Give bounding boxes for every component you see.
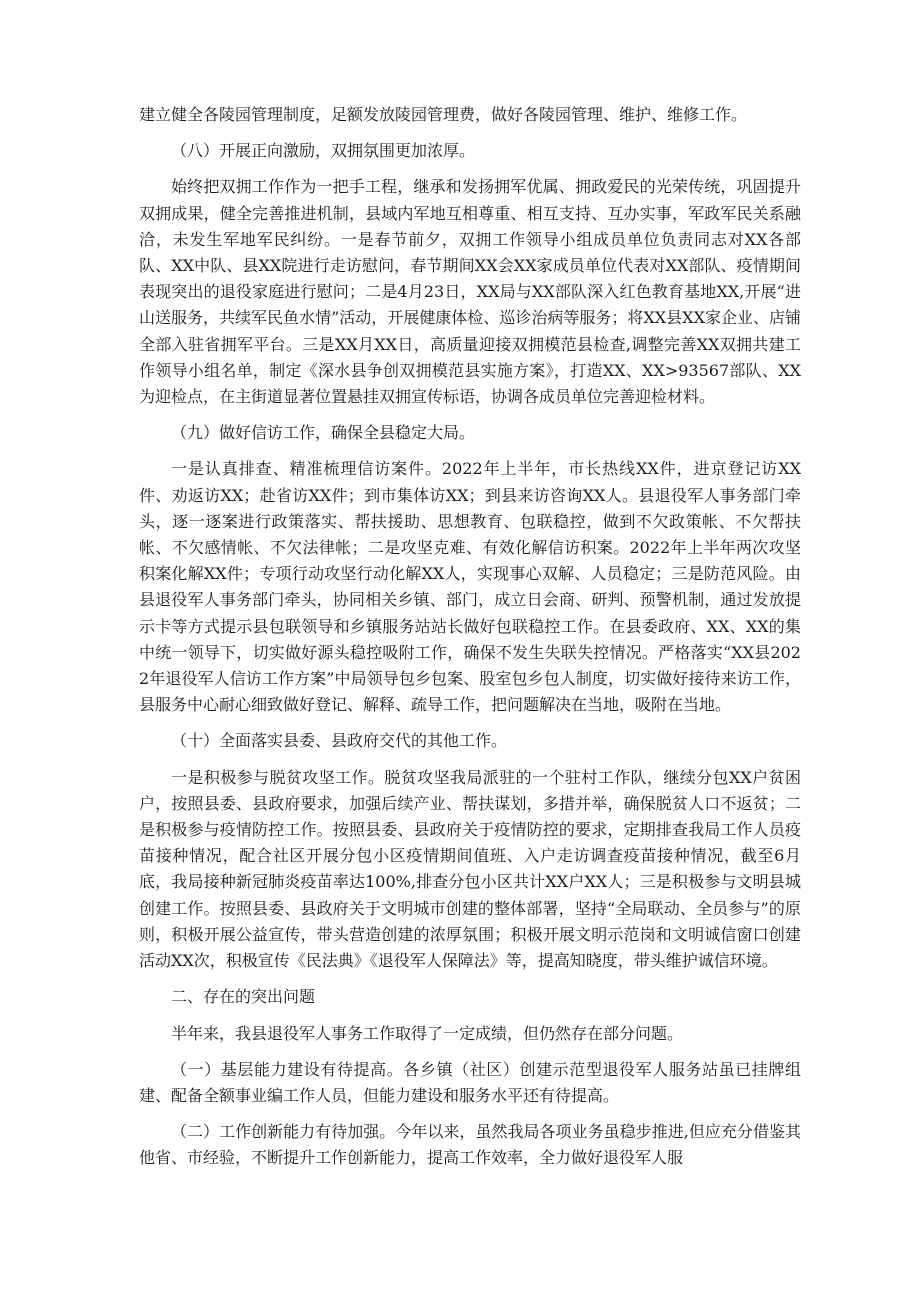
section-heading-8: （八）开展正向激励，双拥氛围更加浓厚。 xyxy=(171,141,476,161)
document-page xyxy=(139,102,801,1182)
problem-item-1: （一）基层能力建设有待提高。各乡镇（社区）创建示范型退役军人服务站虽已挂牌组建、配备全额事业编工作人员，但能力建设和服务水平还有待提高。 xyxy=(139,1059,801,1105)
section-heading-problems: 二、存在的突出问题 xyxy=(171,987,316,1007)
paragraph-problems-intro: 半年来，我县退役军人事务工作取得了一定成绩，但仍然存在部分问题。 xyxy=(171,1023,684,1043)
paragraph-other-work: 一是积极参与脱贫攻坚工作。脱贫攻坚我局派驻的一个驻村工作队，继续分包XX户贫困户，按照县委、县政府要求，加强后续产业、帮扶谋划，多措并举，确保脱贫人口不返贫；二是积极参与疫情防控工作。按照县委、县政府关于疫情防控的要求，定期排查我局工作人员疫苗接种情况，配合社区开展分包小区疫情期间值班、入户走访调查疫苗接种情况，截至6月底，我局接种新冠肺炎疫苗率达100%,排查分包小区共计XX户XX人；三是积极参与文明县城创建工作。按照县委、县政府关于文明城市创建的整体部署，坚持“全局联动、全员参与”的原则，积极开展公益宣传，带头营造创建的浓厚氛围；积极开展文明示范岗和文明诚信窗口创建活动XX次，积极宣传《民法典》《退役军人保障法》等，提高知晓度，带头维护诚信环境。 xyxy=(139,767,801,971)
paragraph-petition-work: 一是认真排查、精准梳理信访案件。2022年上半年，市长热线XX件，进京登记访XX件、劝返访XX；赴省访XX件；到市集体访XX；到县来访咨询XX人。县退役军人事务部门牵头，逐一逐案进行政策落实、帮扶援助、思想教育、包联稳控，做到不欠政策帐、不欠帮扶帐、不欠感情帐、不欠法律帐；二是攻坚克难、有效化解信访积案。2022年上半年两次攻坚积案化解XX件；专项行动攻坚行动化解XX人，实现事心双解、人员稳定；三是防范风险。由县退役军人事务部门牵头，协同相关乡镇、部门，成立日会商、研判、预警机制，通过发放提示卡等方式提示县包联领导和乡镇服务站站长做好包联稳控工作。在县委政府、XX、XX的集中统一领导下，切实做好源头稳控吸附工作，确保不发生失联失控情况。严格落实“XX县2022年退役军人信访工作方案”中局领导包乡包案、股室包乡包人制度，切实做好接待来访工作，县服务中心耐心细致做好登记、解释、疏导工作，把问题解决在当地，吸附在当地。 xyxy=(139,459,801,715)
section-heading-10: （十）全面落实县委、县政府交代的其他工作。 xyxy=(171,731,508,751)
paragraph-cemetery-management: 建立健全各陵园管理制度，足额发放陵园管理费，做好各陵园管理、维护、维修工作。 xyxy=(139,105,748,124)
problem-item-2: （二）工作创新能力有待加强。今年以来，虽然我局各项业务虽稳步推进,但应充分借鉴其他省、市经验，不断提升工作创新能力，提高工作效率，全力做好退役军人服 xyxy=(139,1122,801,1168)
paragraph-double-support: 始终把双拥工作作为一把手工程，继承和发扬拥军优属、拥政爱民的光荣传统，巩固提升双拥成果，健全完善推进机制，县域内军地互相尊重、相互支持、互办实事，军政军民关系融洽，未发生军地军民纠纷。一是春节前夕，双拥工作领导小组成员单位负责同志对XX各部队、XX中队、县XX院进行走访慰问，春节期间XX会XX家成员单位代表对XX部队、疫情期间表现突出的退役家庭进行慰问；二是4月23日，XX局与XX部队深入红色教育基地XX,开展“进山送服务，共续军民鱼水情”活动，开展健康体检、巡诊治病等服务；将XX县XX家企业、店铺全部入驻省拥军平台。三是XX月XX日，高质量迎接双拥模范县检查,调整完善XX双拥共建工作领导小组名单，制定《深水县争创双拥模范县实施方案》，打造XX、XX>93567部队、XX为迎检点，在主街道显著位置悬挂双拥宣传标语，协调各成员单位完善迎检材料。 xyxy=(139,177,801,407)
section-heading-9: （九）做好信访工作，确保全县稳定大局。 xyxy=(171,423,476,443)
